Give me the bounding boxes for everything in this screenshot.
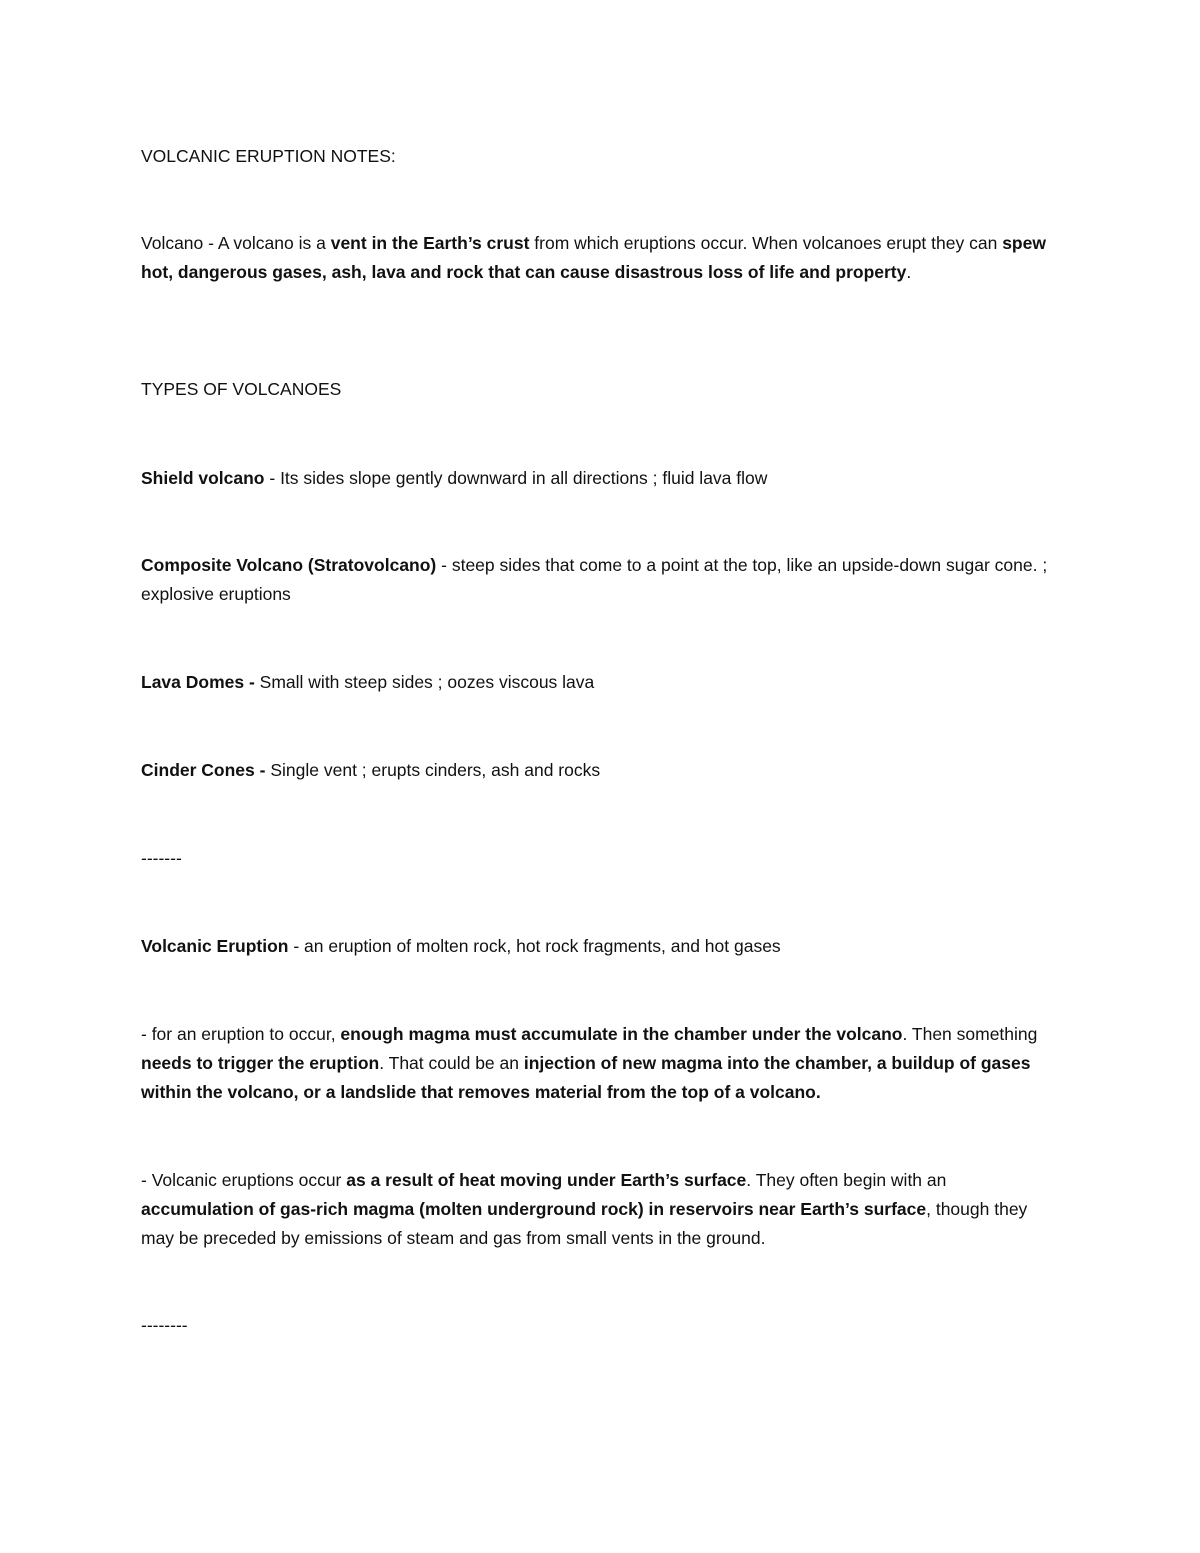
volcano-type-description: Single vent ; erupts cinders, ash and rocks bbox=[270, 760, 601, 780]
trigger-note-text: . Then something bbox=[902, 1024, 1038, 1044]
trigger-note-bold: enough magma must accumulate in the chamber under the volcano bbox=[340, 1024, 903, 1044]
trigger-note-bold: injection of new magma into the chamber, a buildup of gases within the volcano, or a landslide that removes material from the top of a volcano. bbox=[141, 1053, 1031, 1102]
cause-note-text: , though they may be preceded by emissions of steam and gas from small vents in the ground. bbox=[141, 1199, 1028, 1248]
volcano-type-term: Shield volcano bbox=[141, 468, 265, 488]
types-heading: TYPES OF VOLCANOES bbox=[141, 379, 342, 399]
volcano-type-term: Lava Domes bbox=[141, 672, 245, 692]
volcano-type-separator: - bbox=[244, 672, 260, 692]
divider-2: -------- bbox=[141, 1315, 188, 1335]
eruption-definition-text: - an eruption of molten rock, hot rock fragments, and hot gases bbox=[288, 936, 781, 956]
volcano-definition-text: Volcano - A volcano is a bbox=[141, 233, 331, 253]
volcano-type-cinder-cones bbox=[141, 756, 1061, 785]
volcano-type-separator: - bbox=[254, 760, 271, 780]
volcano-type-term: Cinder Cones bbox=[141, 760, 255, 780]
volcano-type-description: steep sides that come to a point at the top, like an upside-down sugar cone. ; explosive eruptions bbox=[141, 555, 1048, 604]
volcano-definition-text: from which eruptions occur. When volcanoes erupt they can bbox=[529, 233, 1003, 253]
document-heading: VOLCANIC ERUPTION NOTES: bbox=[141, 146, 396, 166]
trigger-note-text: . That could be an bbox=[379, 1053, 524, 1073]
trigger-note-bold: needs to trigger the eruption bbox=[141, 1053, 380, 1073]
eruption-definition bbox=[141, 932, 1061, 961]
volcano-type-description: Its sides slope gently downward in all directions ; fluid lava flow bbox=[280, 468, 768, 488]
volcano-type-term: Composite Volcano (Stratovolcano) bbox=[141, 555, 437, 575]
trigger-note bbox=[141, 1020, 1061, 1107]
cause-note bbox=[141, 1166, 1061, 1253]
cause-note-text: . They often begin with an bbox=[746, 1170, 947, 1190]
divider-1: ------- bbox=[141, 848, 182, 868]
volcano-type-description: Small with steep sides ; oozes viscous lava bbox=[259, 672, 595, 692]
cause-note-bold: as a result of heat moving under Earth’s surface bbox=[346, 1170, 747, 1190]
volcano-definition-text: . bbox=[906, 262, 912, 282]
volcano-type-composite bbox=[141, 551, 1061, 609]
trigger-note-text: - for an eruption to occur, bbox=[141, 1024, 341, 1044]
volcano-type-shield bbox=[141, 464, 1061, 493]
volcano-type-lava-domes bbox=[141, 668, 1061, 697]
volcano-type-separator: - bbox=[264, 468, 281, 488]
volcano-definition-bold: vent in the Earth’s crust bbox=[330, 233, 530, 253]
volcano-definition bbox=[141, 229, 1061, 287]
volcano-type-separator: - bbox=[436, 555, 452, 575]
eruption-definition-term: Volcanic Eruption bbox=[141, 936, 289, 956]
cause-note-bold: accumulation of gas-rich magma (molten underground rock) in reservoirs near Earth’s surface bbox=[141, 1199, 927, 1219]
cause-note-text: - Volcanic eruptions occur bbox=[141, 1170, 347, 1190]
volcano-definition-bold: spew hot, dangerous gases, ash, lava and rock that can cause disastrous loss of life and property bbox=[141, 233, 1046, 282]
